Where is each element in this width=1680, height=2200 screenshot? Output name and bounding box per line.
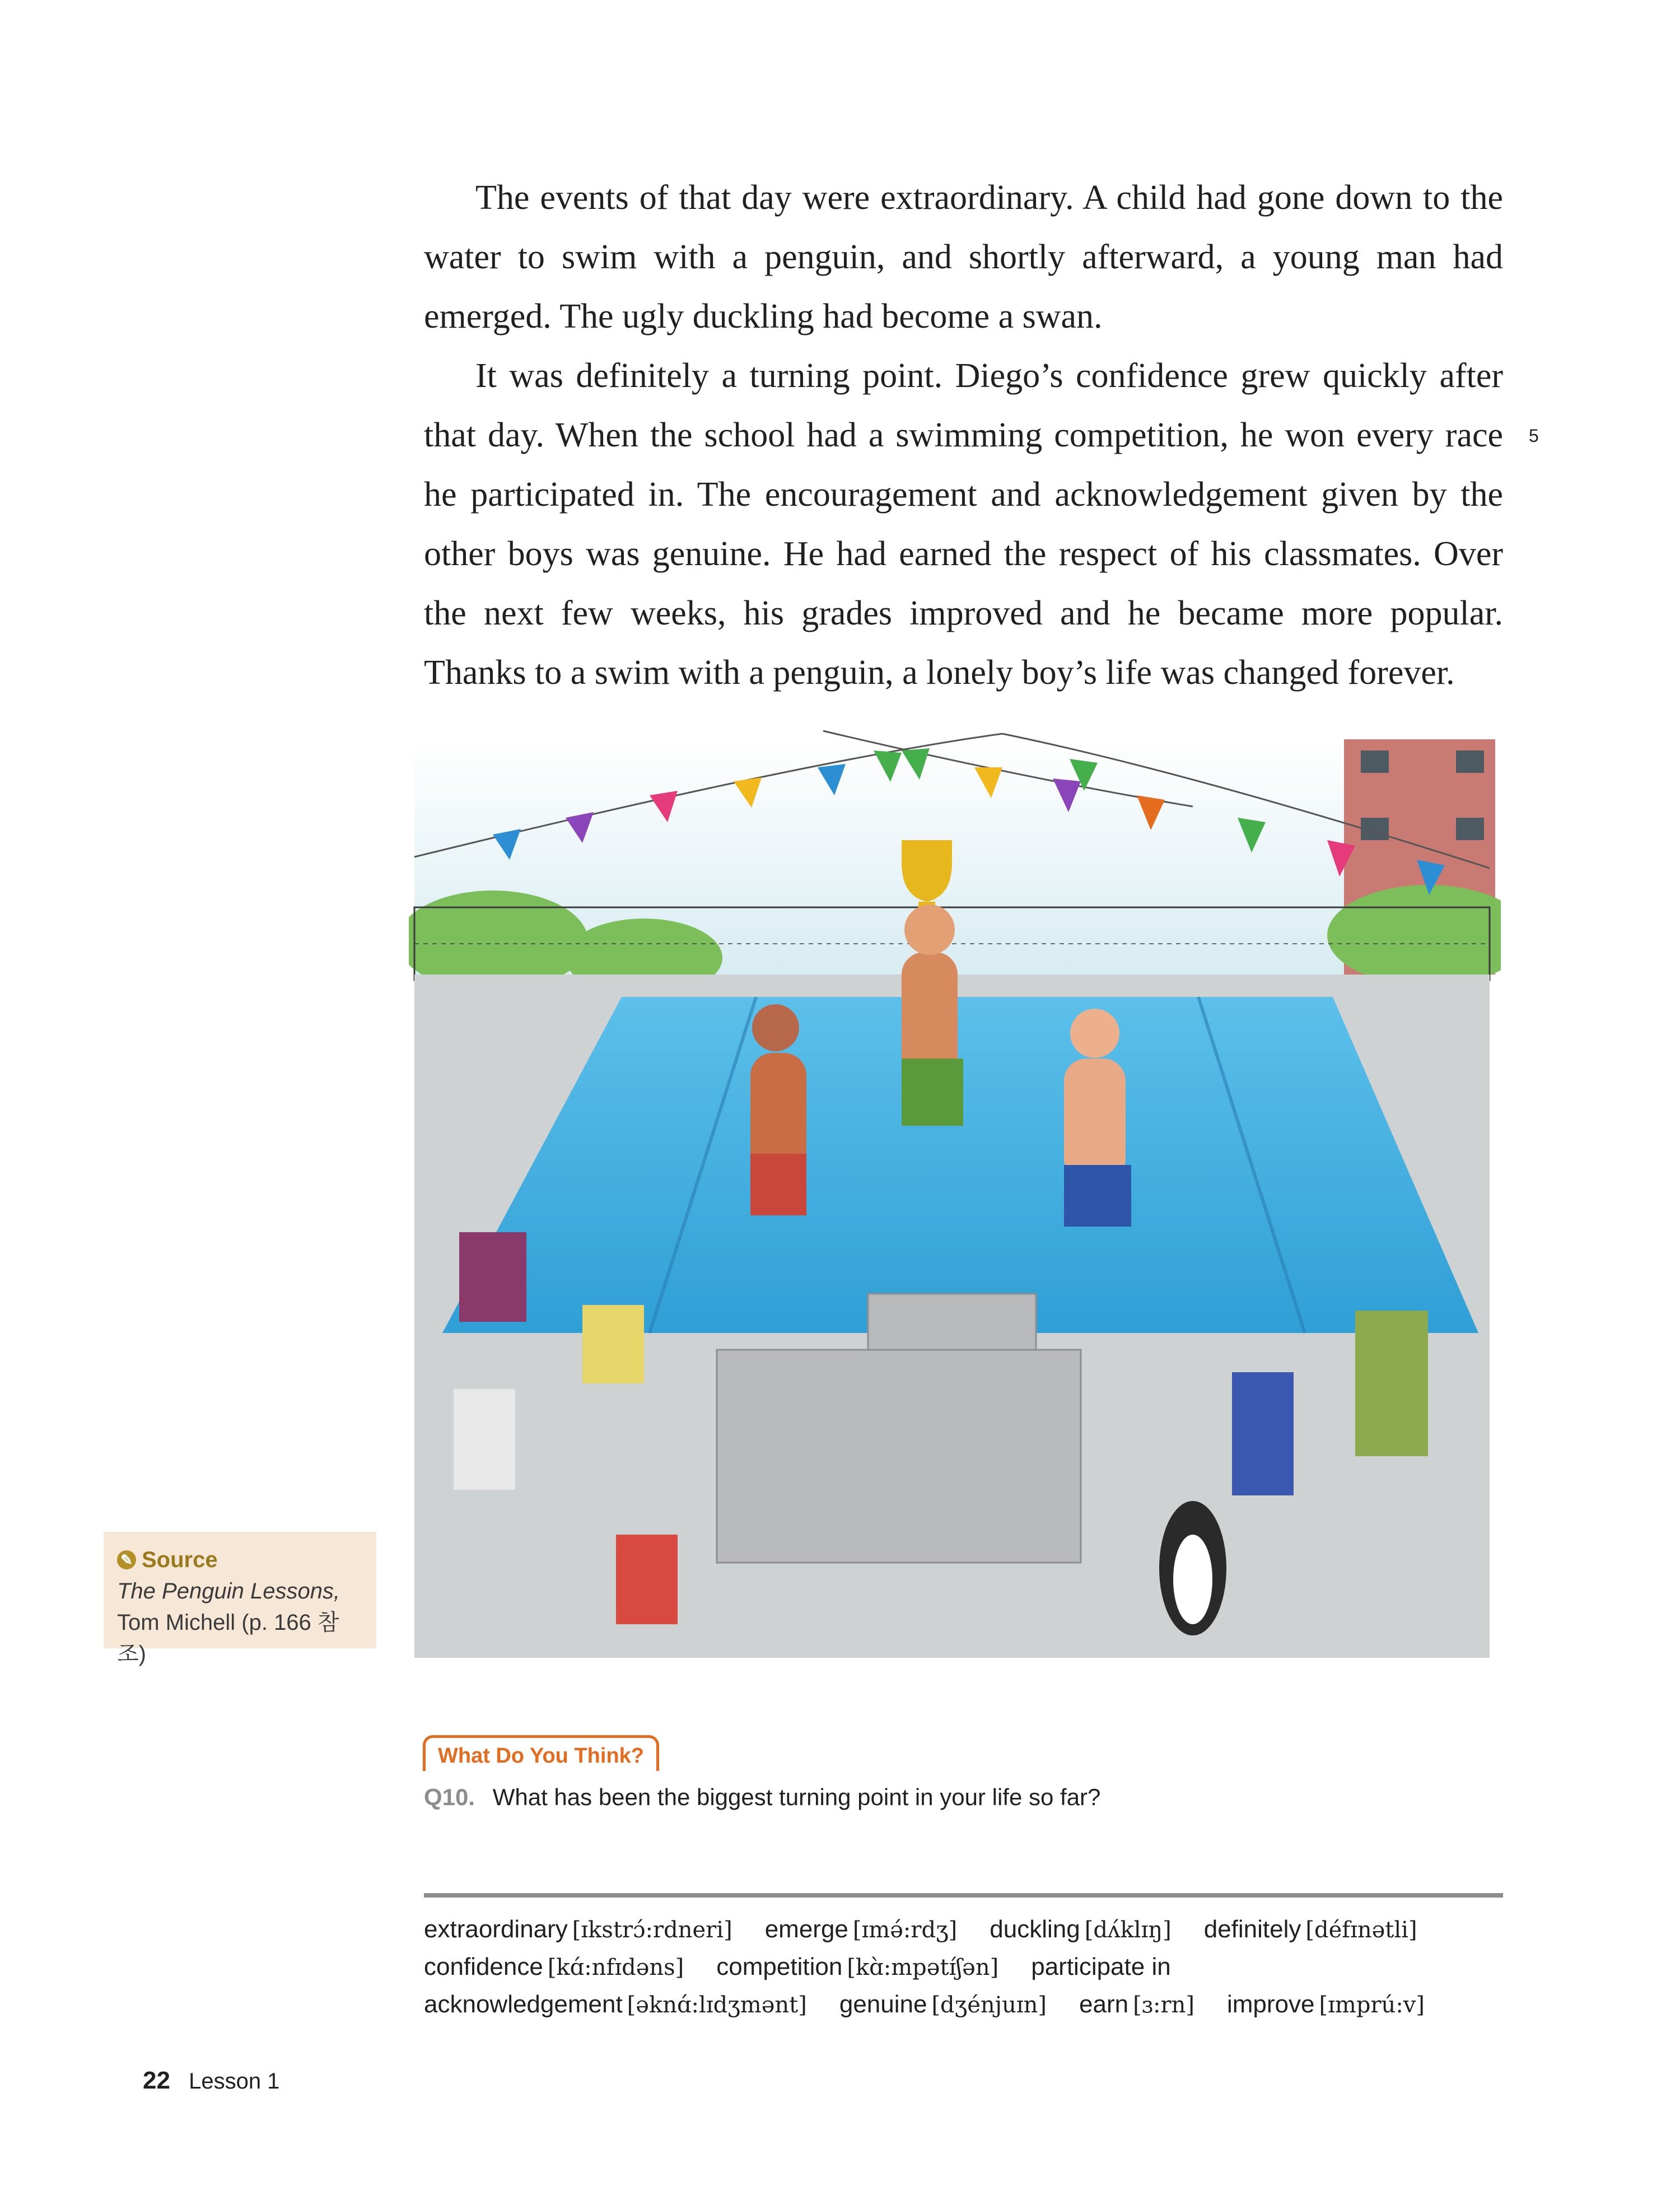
vocab-item: acknowledgement [əknɑ́:lɪdʒmənt] bbox=[424, 1991, 807, 2018]
vocab-item: genuine [dʒénjuɪn] bbox=[839, 1991, 1047, 2018]
page-number: 22 bbox=[143, 2067, 170, 2094]
source-title: The Penguin Lessons, bbox=[117, 1579, 340, 1604]
paragraph-2: It was definitely a turning point. Diego’s confidence grew quickly after that day. When the school had a swimming competition, he won every race he participated in. The encouragement and acknowledgement given by the other boys was genuine. He had earned the respect of his classmates. Over the next few weeks, his grades improved and he became more popular. Thanks to a swim with a penguin, a lonely boy’s life was changed forever. bbox=[424, 357, 1503, 692]
source-box bbox=[104, 1532, 376, 1666]
question-number: Q10. bbox=[424, 1784, 475, 1810]
vocab-item: improve [ɪmprú:v] bbox=[1227, 1991, 1425, 2018]
question-text: What has been the biggest turning point in your life so far? bbox=[492, 1784, 1101, 1810]
question-q10 bbox=[424, 1784, 1100, 1811]
vocab-item: confidence [kɑ́:nfɪdəns] bbox=[424, 1953, 684, 1980]
vocab-item: definitely [défɪnətli] bbox=[1203, 1915, 1417, 1943]
vocab-item: competition [kɑ̀:mpətɪ́ʃən] bbox=[716, 1953, 999, 1980]
source-author: Tom Michell (p. 166 참조) bbox=[117, 1610, 339, 1666]
page-footer bbox=[143, 2067, 279, 2095]
what-do-you-think-label: What Do You Think? bbox=[423, 1735, 659, 1771]
source-icon: ✎ bbox=[117, 1550, 136, 1569]
vocab-item: emerge [ɪmə́:rdʒ] bbox=[764, 1915, 958, 1943]
pool bbox=[442, 997, 1478, 1333]
vocab-item: participate in bbox=[1031, 1953, 1171, 1980]
source-heading-text: Source bbox=[142, 1548, 218, 1572]
vocab-divider bbox=[424, 1893, 1503, 1898]
vocab-row bbox=[424, 1949, 1522, 1986]
source-heading bbox=[117, 1544, 363, 1576]
lesson-label: Lesson 1 bbox=[189, 2069, 280, 2094]
vocab-item: earn [ɜ:rn] bbox=[1079, 1991, 1194, 2018]
paragraph-1: The events of that day were extraordinary. A child had gone down to the water to swim with a penguin, and shortly afterward, a young man had emerged. The ugly duckling had become a swan. bbox=[424, 179, 1503, 335]
vocab-item: extraordinary [ɪkstrɔ́:rdneri] bbox=[424, 1915, 732, 1943]
reading-passage bbox=[424, 168, 1503, 702]
pool-podium-illustration bbox=[409, 728, 1501, 1658]
vocab-row bbox=[424, 1986, 1522, 2024]
vocab-item: duckling [dʌ́klɪŋ] bbox=[990, 1915, 1172, 1943]
vocabulary-list bbox=[424, 1911, 1522, 2024]
vocab-row bbox=[424, 1911, 1522, 1949]
line-number: 5 bbox=[1529, 426, 1539, 446]
